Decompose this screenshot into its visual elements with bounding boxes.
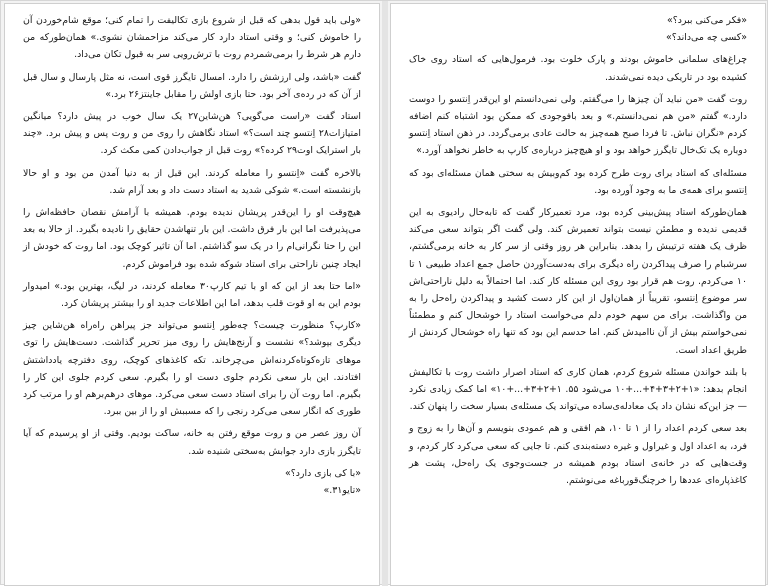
left-page-text (23, 12, 361, 579)
paragraph: با بلند خواندن مسئله شروع کردم، همان کاری که استاد اصرار داشت روت با تکالیفش انجام بدهد: «۱+۲+۳+۴+...+۱۰ می‌شود ۵۵. ۱+۲+۳+...+۱۰» اما کمک زیادی نکرد — جز این‌که نشان داد یک معادله‌ی‌ساده می‌تواند یک مسئله‌ی بسیار سخت را پنهان کند. (409, 366, 747, 413)
paragraph: آن روز عصر من و روت موقع رفتن به خانه، ساکت بودیم. وقتی از او پرسیدم که آیا تایگرز بازی دارد جوابش به‌سختی شنیده شد. (23, 428, 361, 457)
paragraph: بالاخره گفت «اِنتسو را معامله کردند. این قبل از به دنیا آمدن من بود و او حالا بازنشسته است.» شوکی شدید به استاد دست داد و بعد آرام شد. (23, 167, 361, 196)
paragraph: «ولی باید قول بدهی که قبل از شروع بازی تکالیفت را تمام کنی؛ موقع شام‌خوردن آن را خاموش کنی؛ و وقتی استاد دارد کار می‌کند مزاحمشان نشوی.» همان‌طورکه من دارم هر شرط را برمی‌شمردم روت با ترش‌رویی سر به قبول تکان می‌داد. (23, 15, 361, 61)
paragraph: بعد سعی کردم اعداد را از ۱ تا ۱۰، هم افقی و هم عمودی بنویسم و آن‌ها را به زوج و فرد، به اعداد اول و غیراول و غیره دسته‌بندی کنم. تا جایی که سعی می‌کرد کار کردم، و وقت‌هایی که در خانه‌ی استاد بودم همیشه در جست‌وجوی یک راه‌حل، پشت هر کاغذپاره‌ای عددها را خرچنگ‌قورباغه می‌نوشتم. (409, 423, 748, 487)
paragraph: استاد گفت «راست می‌گویی؟ هن‌شاین۲۷ یک سال خوب در پیش دارد؟ میانگین امتیازات۲۸ اِنتسو چند است؟» استاد نگاهش را روی من و روت پس و پیش برد. «چند بار استرایک اوت۲۹ کرده؟» روت قبل از جواب‌دادن کمی مکث کرد. (23, 111, 361, 157)
dialogue-line: «فکر می‌کنی ببرد؟» (667, 15, 747, 26)
paragraph: روت گفت «من نباید آن چیزها را می‌گفتم. ولی نمی‌دانستم او این‌قدر اِنتسو را دوست دارد.» گفتم «من هم نمی‌دانستم.» و بعد بافوجودی که ممکن بود اشتباه کنم اضافه کردم «نگران نباش. تا فردا صبح همه‌چیز به حالت عادی برمی‌گردد. در ذهن استاد اِنتسو دوباره یک تک‌خال تایگرز خواهد بود و او هیچ‌چیز درباره‌ی کارپ به خاطر نخواهد آورد.» (409, 93, 747, 157)
dialogue-line: «تایو۳۱.» (323, 485, 361, 497)
paragraph: هیچ‌وقت او را این‌قدر پریشان ندیده بودم. همیشه با آرامش نقصان حافظه‌اش را می‌پذیرفت اما این بار فرق داشت. این بار تنها‌شدن حقایق را نادیده بگیرد. از حالا به بعد این را حتا نگرانی‌ام را در یک سو گذاشتم. اما آن تاثیر کوچک بود. اما روت که خودش از ایجاد چنین ناراحتی برای استاد شوکه شده بود فراموش کردم. (23, 207, 361, 270)
left-page (4, 3, 380, 586)
paragraph: «اما حتا بعد از این که او با تیم کارپ۳۰ معامله کردند، در لیگ، بهترین بود.» امیدوار بودم این به او قوت قلب بدهد، اما این اطلاعات جدید او را بیشتر پریشان کرد. (23, 280, 361, 310)
dialogue-line: «کسی چه می‌داند؟» (665, 32, 747, 44)
dialogue-line: «با کی بازی دارد؟» (285, 467, 361, 479)
paragraph: چراغ‌های سلمانی خاموش بودند و پارک خلوت بود. فرمول‌هایی که استاد روی خاک کشیده بود در تاریکی دیده نمی‌شدند. (409, 54, 747, 83)
paragraph: گفت «باشد، ولی ارزشش را دارد. امسال تایگرز قوی است، نه مثل پارسال و سال قبل از آن که در رده‌ی آخر بود. حتا بازی اولش را مقابل جاینتز۲۶ برد.» (23, 71, 361, 100)
paragraph: مسئله‌ای که استاد برای روت طرح کرده بود کم‌وبیش به سختی همان مسئله‌ای بود که اِنتسو برای همه‌ی ما به وجود آورده بود. (409, 167, 747, 196)
right-page (390, 3, 766, 586)
page-gutter (382, 1, 388, 586)
paragraph: همان‌طورکه استاد پیش‌بینی کرده بود، مرد تعمیرکار گفت که تابه‌حال رادیوی به این قدیمی ندیده و مطمئن نیست بتواند تعمیرش کند. ولی گفت اگر بتواند سعی می‌کند ظرف یک هفته ترتیبش را بدهد. بنابراین هر روز وقتی از سر کار به خانه برمی‌گشتم، سرشبام را صرف پیداکردن راه دیگری برای به‌دست‌آوردن حاصل جمع اعداد طبیعی ۱ تا ۱۰ می‌کردم. روت هم قرار بود روی این مسئله کار کند. اما احتمالاً به دلیل ناراحتی‌اش سر موضوع اِنتسو، تقریباً از همان‌اول از این کار دست کشید و پیداکردن راه‌حل را به من واگذاشت. برای من سهم خودم دلم می‌خواست استاد را خوشحال کنم و مطمئناً نمی‌خواستم بیش از آن ناامیدش کنم. اما حدسم این بود که تنها راه خوشحال کردنش از طریق اعداد است. (409, 207, 747, 356)
paragraph: «کارپ؟ منظورت چیست؟ چه‌طور اِنتسو می‌تواند جز پیراهن راه‌راه هن‌شاین چیز دیگری بپوشد؟» نشست و آرنج‌هایش را روی میز تحریر گذاشت. دست‌هایش را توی موهای تازه‌کوتاه‌کردنه‌اش می‌چرخاند. تکه کاغذهای کوچک، روی دفترچه یادداشتش افتادند. این بار سعی نکردم جلوی دست او را بگیرم. سعی کردم جلوی این کار را بگیرم. اما روت آن را برای استاد دست سعی می‌کرد. موهای درهم‌برهم او را مرتب کرد طوری که انگار سعی می‌کرد رنجی را که مسببش او را از بین ببرد. (23, 320, 361, 418)
right-page-text (409, 12, 747, 579)
